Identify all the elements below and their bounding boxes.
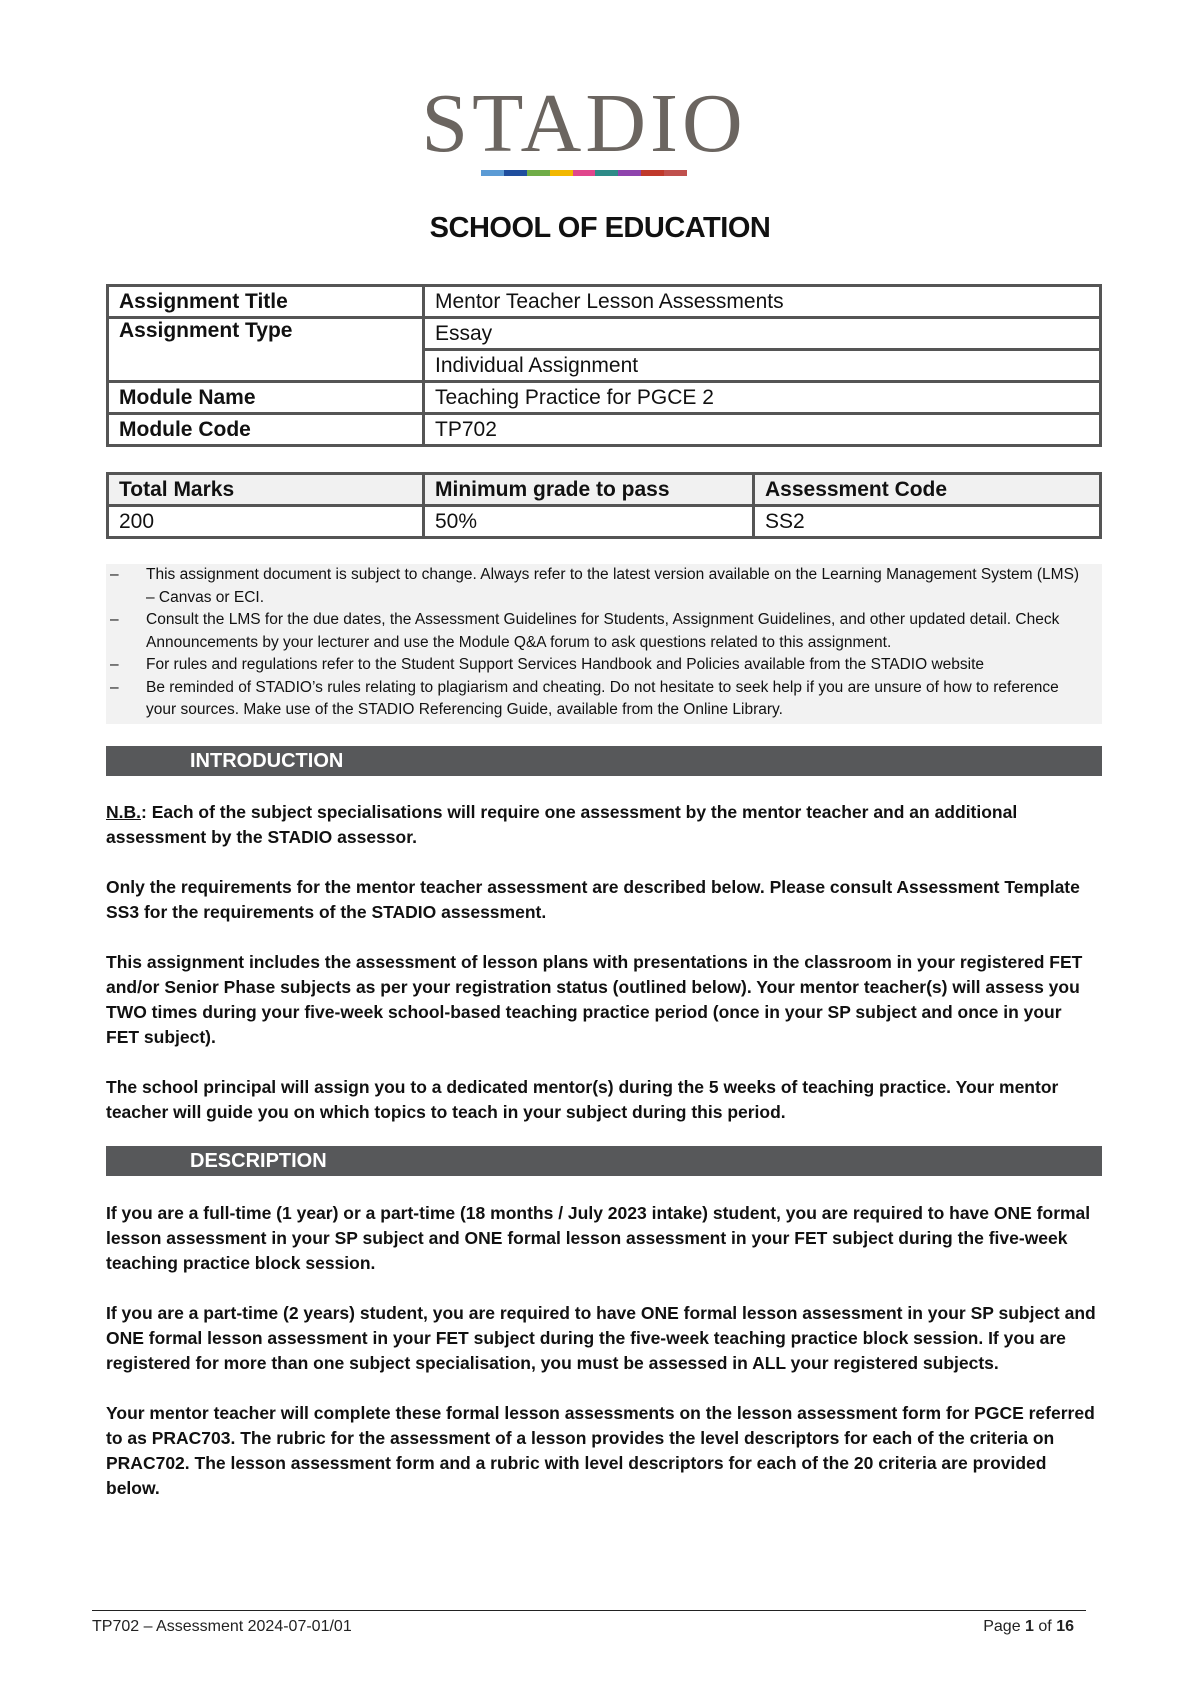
nb-label: N.B.	[106, 802, 141, 822]
logo-color-bar	[481, 170, 687, 176]
list-item	[106, 654, 1102, 677]
page-title: SCHOOL OF EDUCATION	[429, 212, 771, 244]
note-text: Consult the LMS for the due dates, the Assessment Guidelines for Students, Assignment Guidelines, and other updated detail. Check Announcements by your lecturer and use the Module Q&A forum to ask questions related to this assignment.	[146, 611, 1060, 651]
logo-bar-segment	[618, 170, 641, 176]
logo-bar-segment	[641, 170, 664, 176]
assignment-info-table	[106, 284, 1102, 447]
row-label: Module Code	[108, 414, 424, 446]
of-word: of	[1038, 1618, 1052, 1635]
assessment-code-value: SS2	[754, 506, 1101, 538]
paragraph: Your mentor teacher will complete these formal lesson assessments on the lesson assessment form for PGCE referred to as PRAC703. The rubric for the assessment of a lesson provides the level descriptors for each of the criteria on PRAC702. The lesson assessment form and a rubric with level descriptors for each of the 20 criteria are provided below.	[106, 1403, 1095, 1498]
paragraph: The school principal will assign you to a dedicated mentor(s) during the 5 weeks of teaching practice. Your mentor teacher will guide you on which topics to teach in your subject during this period.	[106, 1077, 1059, 1122]
notes-box	[106, 564, 1102, 724]
section-heading-text: DESCRIPTION	[190, 1150, 327, 1172]
paragraph: This assignment includes the assessment of lesson plans with presentations in the classroom in your registered FET and/or Senior Phase subjects as per your registration status (outlined below). Your mentor teacher(s) will assess you TWO times during your five-week school-based teaching practice period (once in your SP subject and once in your FET subject).	[106, 952, 1083, 1047]
table-row	[108, 286, 1101, 318]
stadio-logo	[408, 78, 760, 182]
total-pages: 16	[1056, 1618, 1074, 1635]
list-item	[106, 609, 1102, 654]
introduction-heading	[106, 746, 1102, 776]
table-row	[108, 506, 1101, 538]
dash-bullet: –	[110, 611, 119, 628]
footer-document-id: TP702 – Assessment 2024-07-01/01	[92, 1618, 352, 1635]
list-item	[106, 564, 1102, 609]
note-text: For rules and regulations refer to the Student Support Services Handbook and Policies available from the STADIO website	[146, 656, 985, 673]
table-row	[108, 318, 1101, 350]
logo-bar-segment	[504, 170, 527, 176]
current-page: 1	[1025, 1618, 1034, 1635]
row-value: TP702	[424, 414, 1101, 446]
section-heading-text: INTRODUCTION	[190, 750, 344, 772]
row-value: Teaching Practice for PGCE 2	[424, 382, 1101, 414]
total-marks-value: 200	[108, 506, 424, 538]
logo-bar-segment	[481, 170, 504, 176]
note-text: This assignment document is subject to change. Always refer to the latest version available on the Learning Management System (LMS) – Canvas or ECI.	[146, 566, 1080, 606]
logo-bar-segment	[573, 170, 596, 176]
logo-bar-segment	[550, 170, 573, 176]
dash-bullet: –	[110, 678, 119, 696]
table-row	[108, 414, 1101, 446]
row-label: Assignment Title	[108, 286, 424, 318]
dash-bullet: –	[110, 566, 119, 583]
column-header: Total Marks	[108, 474, 424, 506]
page-word: Page	[983, 1618, 1021, 1635]
logo-bar-segment	[595, 170, 618, 176]
row-label: Module Name	[108, 382, 424, 414]
paragraph	[106, 800, 1096, 850]
marks-table	[106, 472, 1102, 539]
table-row	[108, 382, 1101, 414]
list-item	[106, 677, 1102, 722]
row-label: Assignment Type	[108, 318, 424, 382]
description-body	[106, 1201, 1096, 1526]
column-header: Assessment Code	[754, 474, 1101, 506]
paragraph: If you are a full-time (1 year) or a part-time (18 months / July 2023 intake) student, you are required to have ONE formal lesson assessment in your SP subject and ONE formal lesson assessment in your FET subject during the five-week teaching practice block session.	[106, 1203, 1091, 1273]
description-heading	[106, 1146, 1102, 1176]
note-text: Be reminded of STADIO’s rules relating to plagiarism and cheating. Do not hesitate to seek help if you are unsure of how to reference your sources. Make use of the STADIO Referencing Guide, available from the Online Library.	[146, 678, 1059, 718]
introduction-body	[106, 800, 1096, 1150]
row-value: Essay	[424, 318, 1101, 350]
dash-bullet: –	[110, 656, 119, 673]
table-header-row	[108, 474, 1101, 506]
row-value: Mentor Teacher Lesson Assessments	[424, 286, 1101, 318]
logo-bar-segment	[527, 170, 550, 176]
paragraph: If you are a part-time (2 years) student, you are required to have ONE formal lesson assessment in your SP subject and ONE formal lesson assessment in your FET subject during the five-week teaching practice block session. If you are registered for more than one subject specialisation, you must be assessed in ALL your registered subjects.	[106, 1303, 1096, 1373]
column-header: Minimum grade to pass	[424, 474, 754, 506]
footer-divider	[92, 1610, 1086, 1611]
logo-bar-segment	[664, 170, 687, 176]
page-number	[983, 1618, 1074, 1636]
row-value: Individual Assignment	[424, 350, 1101, 382]
logo-wordmark: STADIO	[421, 77, 747, 170]
nb-text: : Each of the subject specialisations will require one assessment by the mentor teacher and an additional assessment by the STADIO assessor.	[106, 802, 1018, 847]
paragraph: Only the requirements for the mentor teacher assessment are described below. Please consult Assessment Template SS3 for the requirements of the STADIO assessment.	[106, 877, 1080, 922]
min-grade-value: 50%	[424, 506, 754, 538]
